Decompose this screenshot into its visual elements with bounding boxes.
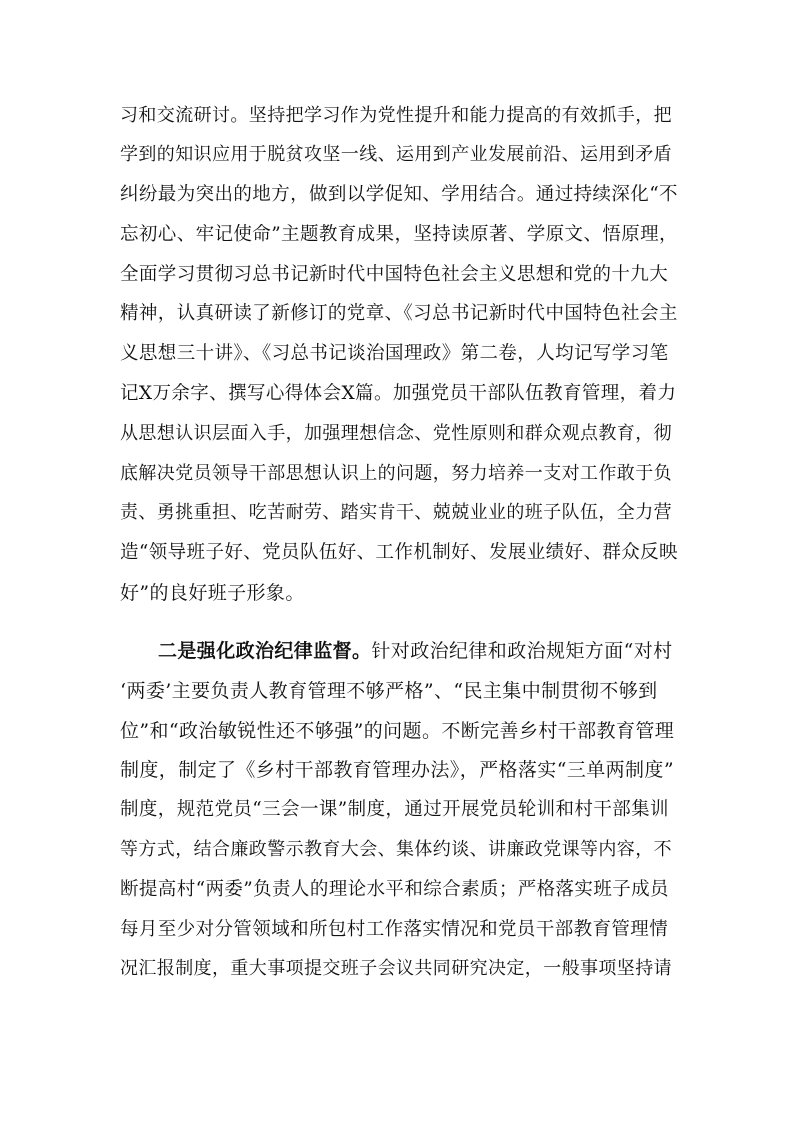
paragraph-1-line-2: 学到的知识应用于脱贫攻坚一线、运用到产业发展前沿、运用到矛盾: [120, 144, 672, 165]
paragraph-1-line-1: 习和交流研讨。坚持把学习作为党性提升和能力提高的有效抓手，把: [120, 105, 672, 126]
paragraph-2-line-1: [158, 638, 680, 664]
paragraph-1-line-8: 记X万余字、撰写心得体会X篇。加强党员干部队伍教育管理，着力: [120, 383, 677, 404]
paragraph-1-line-3: 纠纷最为突出的地方，做到以学促知、学用结合。通过持续深化“不: [120, 184, 678, 205]
paragraph-2-line-7: 断提高村“两委”负责人的理论水平和综合素质；严格落实班子成员: [120, 879, 669, 900]
paragraph-2-line-5: 制度，规范党员“三会一课”制度，通过开展党员轮训和村干部集训: [120, 799, 669, 820]
paragraph-2-line-9: 况汇报制度，重大事项提交班子会议共同研究决定，一般事项坚持请: [120, 958, 672, 979]
paragraph-2-line-3: 位”和“政治敏锐性还不够强”的问题。不断完善乡村干部教育管理: [120, 720, 675, 742]
paragraph-1-line-12: 造“领导班子好、党员队伍好、工作机制好、发展业绩好、群众反映: [120, 542, 678, 563]
paragraph-1-line-9: 从思想认识层面入手，加强理想信念、党性原则和群众观点教育，彻: [120, 423, 672, 444]
paragraph-1-line-10: 底解决党员领导干部思想认识上的问题，努力培养一支对工作敢于负: [120, 463, 672, 484]
paragraph-2-line-4: 制度，制定了《乡村干部教育管理办法》，严格落实“三单两制度”: [120, 759, 674, 781]
paragraph-1-line-11: 责、勇挑重担、吃苦耐劳、踏实肯干、兢兢业业的班子队伍，全力营: [120, 502, 672, 523]
paragraph-2-first-line-text: 针对政治纪律和政治规矩方面“对村: [371, 640, 673, 662]
paragraph-1-line-4: 忘初心、牢记使命”主题教育成果，坚持读原著、学原文、悟原理，: [120, 224, 678, 245]
paragraph-2-line-6: 等方式，结合廉政警示教育大会、集体约谈、讲廉政党课等内容，不: [120, 839, 672, 860]
paragraph-2-line-2: ‘两委’主要负责人教育管理不够严格”、“民主集中制贯彻不够到: [120, 680, 658, 702]
paragraph-1-line-5: 全面学习贯彻习总书记新时代中国特色社会主义思想和党的十九大: [120, 264, 669, 285]
paragraph-2-heading: 二是强化政治纪律监督。: [158, 640, 372, 662]
paragraph-2-line-8: 每月至少对分管领域和所包村工作落实情况和党员干部教育管理情: [120, 919, 669, 940]
paragraph-1-line-6: 精神，认真研读了新修订的党章、《习总书记新时代中国特色社会主: [120, 303, 678, 324]
paragraph-1-line-13: 好”的良好班子形象。: [120, 582, 305, 604]
paragraph-1-line-7: 义思想三十讲》、《习总书记谈治国理政》第二卷，人均记写学习笔: [120, 343, 669, 364]
